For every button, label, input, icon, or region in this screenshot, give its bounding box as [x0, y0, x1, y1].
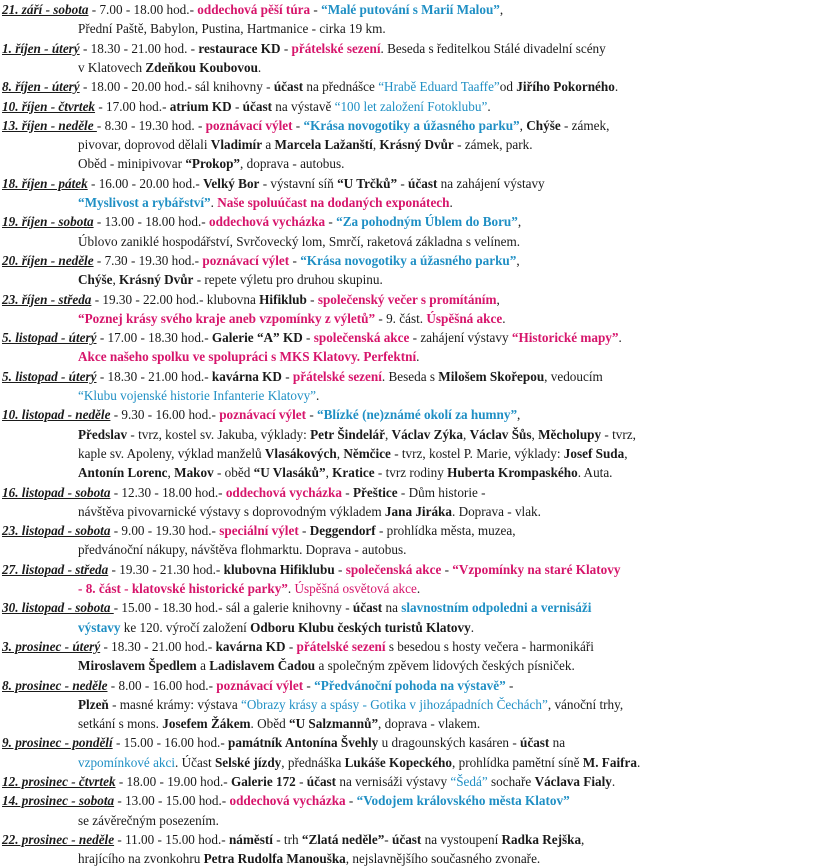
text-segment: - 19.30 - 21.30 hod.-: [108, 561, 224, 577]
text-segment: náměstí: [228, 831, 273, 847]
text-segment: “U Vlasáků”: [253, 465, 326, 481]
text-segment: ,: [499, 2, 504, 17]
text-segment: Ladislavem Čadou: [209, 658, 316, 674]
text-segment: Krásný Dvůr: [119, 272, 194, 288]
text-segment: -: [231, 98, 243, 114]
text-segment: “Blízké (ne)známé okolí za humny”: [317, 407, 518, 423]
text-segment: -: [298, 523, 310, 539]
event-detail-line: [78, 753, 640, 772]
event-line: [2, 637, 594, 656]
text-segment: “U Trčků”: [337, 175, 398, 191]
text-segment: - 12.30 - 18.00 hod.-: [110, 484, 226, 500]
event-date: 18. říjen - pátek: [2, 175, 88, 191]
event-line: [2, 251, 520, 270]
text-segment: .: [257, 59, 262, 75]
text-segment: - oběd: [213, 465, 254, 481]
text-segment: Předslav: [78, 426, 128, 442]
event-detail-line: [78, 270, 383, 289]
event-date: 30. listopad - sobota: [2, 600, 114, 616]
event-date: 21. září - sobota: [2, 2, 89, 17]
text-segment: poznávací výlet: [202, 252, 290, 268]
event-date: 5. listopad - úterý: [2, 368, 97, 384]
text-segment: Plzeň: [78, 696, 109, 712]
text-segment: -: [310, 2, 322, 17]
event-date: 23. říjen - středa: [2, 291, 92, 307]
event-line: [2, 367, 603, 386]
text-segment: ,: [462, 426, 470, 442]
text-segment: Odboru Klubu českých turistů Klatovy: [250, 619, 471, 635]
event-date: 8. prosinec - neděle: [2, 677, 108, 693]
text-segment: účast: [408, 175, 438, 191]
text-segment: -: [384, 831, 392, 847]
text-segment: -: [292, 117, 304, 133]
event-detail-line: [78, 849, 540, 868]
text-segment: . Auta.: [577, 465, 613, 481]
event-date: 14. prosinec - sobota: [2, 793, 115, 809]
text-segment: a: [196, 658, 210, 674]
text-segment: na výstavě: [271, 98, 335, 114]
text-segment: -: [334, 561, 346, 577]
text-segment: - 18.30 - 21.00 hod.-: [100, 638, 216, 654]
text-segment: “Poznej krásy svého kraje aneb vzpomínky z výletů”: [78, 310, 376, 326]
event-detail-line: [78, 579, 420, 598]
text-segment: .: [287, 581, 295, 596]
text-segment: Antonín Lorenc: [78, 465, 168, 481]
text-segment: Krásný Dvůr: [379, 137, 454, 153]
text-segment: ,: [516, 252, 520, 268]
text-segment: - 8.30 - 19.30 hod. -: [96, 117, 206, 133]
text-segment: Václava Fialy: [534, 774, 612, 789]
text-segment: ,: [325, 465, 333, 481]
text-segment: “Předvánoční pohoda na výstavě”: [314, 677, 506, 693]
text-segment: výstavy: [78, 619, 121, 635]
event-date: 9. prosinec - pondělí: [2, 735, 113, 751]
text-segment: účast: [352, 600, 383, 616]
event-date: 13. říjen - neděle: [2, 117, 97, 133]
event-line: [2, 772, 615, 791]
text-segment: - výstavní síň: [259, 175, 338, 191]
text-segment: “Vzpomínky na staré Klatovy: [452, 561, 621, 577]
text-segment: - repete výletu pro druhou skupinu.: [193, 272, 383, 288]
text-segment: - tvrz,: [601, 426, 636, 442]
event-line: [2, 0, 503, 19]
event-detail-line: [78, 232, 520, 251]
text-segment: a: [262, 137, 275, 153]
text-segment: .: [210, 195, 218, 210]
text-segment: , vedoucím: [544, 368, 603, 384]
text-segment: na: [382, 600, 402, 616]
text-segment: . Beseda s: [381, 368, 439, 384]
text-segment: -: [341, 484, 353, 500]
text-segment: Václav Šůs: [469, 426, 532, 442]
event-date: 23. listopad - sobota: [2, 523, 111, 539]
text-segment: - 9.00 - 19.30 hod.-: [110, 523, 220, 539]
text-segment: na vystoupení: [421, 831, 502, 847]
text-segment: se závěrečným posezením.: [78, 812, 219, 828]
event-detail-line: [78, 540, 406, 559]
event-date: 1. říjen - úterý: [2, 40, 80, 56]
text-segment: klubovna Hifiklubu: [223, 561, 335, 577]
text-segment: - 18.00 - 20.00 hod.- sál knihovny -: [79, 79, 274, 95]
event-date: 20. říjen - neděle: [2, 252, 94, 268]
text-segment: .: [618, 330, 622, 346]
text-segment: - 19.30 - 22.00 hod.- klubovna: [91, 291, 260, 307]
event-line: [2, 560, 620, 579]
text-segment: - tvrz, kostel sv. Jakuba, výklady:: [127, 426, 311, 442]
text-segment: “Krása novogotiky a úžasného parku”: [300, 252, 517, 268]
event-detail-line: [78, 444, 628, 463]
text-segment: ,: [581, 831, 585, 847]
text-segment: - 9. část.: [375, 310, 427, 326]
text-segment: - 8.00 - 16.00 hod.-: [107, 677, 217, 693]
text-segment: Jiřího Pokorného: [516, 79, 615, 95]
text-segment: -: [306, 407, 318, 423]
text-segment: , prohlídka pamětní síně: [452, 754, 583, 770]
text-segment: Oběd - minipivovar: [78, 156, 186, 172]
text-segment: -: [280, 40, 292, 56]
event-line: [2, 733, 565, 752]
text-segment: přátelské sezení: [292, 368, 382, 384]
text-segment: ,: [624, 445, 628, 461]
text-segment: účast: [273, 79, 304, 95]
text-segment: “Zlatá neděle”: [301, 831, 385, 847]
text-segment: setkání s mons.: [78, 716, 163, 732]
text-segment: - 15.00 - 16.00 hod.-: [112, 735, 229, 751]
text-segment: ,: [167, 465, 175, 481]
text-segment: Chýše: [78, 272, 113, 288]
text-segment: účast: [306, 774, 337, 789]
text-segment: Hifiklub: [259, 291, 307, 307]
text-segment: ,: [372, 137, 380, 153]
text-segment: -: [285, 638, 297, 654]
text-segment: Kratice: [332, 465, 375, 481]
event-line: [2, 212, 521, 231]
event-line: [2, 521, 516, 540]
event-detail-line: [78, 811, 219, 830]
text-segment: - 16.00 - 20.00 hod.-: [87, 175, 204, 191]
text-segment: ,: [531, 426, 539, 442]
text-segment: “Vodojem královského města Klatov”: [356, 793, 570, 809]
text-segment: Deggendorf: [309, 523, 376, 539]
text-segment: . Oběd: [250, 716, 289, 732]
event-line: [2, 483, 486, 502]
text-segment: na zahájení výstavy: [437, 175, 545, 191]
text-segment: s besedou s hosty večera - harmonikáři: [385, 638, 594, 654]
event-detail-line: [78, 309, 506, 328]
text-segment: ,: [112, 272, 120, 288]
text-segment: sochaře: [487, 774, 535, 789]
text-segment: - 15.00 - 18.30 hod.- sál a galerie knihovny -: [113, 600, 353, 616]
event-detail-line: [78, 425, 636, 444]
event-date: 12. prosinec - čtvrtek: [2, 774, 116, 789]
text-segment: - prohlídka města, muzea,: [375, 523, 516, 539]
text-segment: “Malé putování s Marií Malou”: [321, 2, 500, 17]
text-segment: Lukáše Kopeckého: [344, 754, 452, 770]
text-segment: “Myslivost a rybářství”: [78, 195, 211, 210]
text-segment: .: [416, 581, 421, 596]
text-segment: . Účast: [175, 754, 215, 770]
event-line: [2, 116, 609, 135]
text-segment: oddechová pěší túra: [197, 2, 311, 17]
text-segment: Makov: [174, 465, 214, 481]
event-detail-line: [78, 19, 386, 38]
text-segment: - zámek,: [560, 117, 610, 133]
text-segment: ke 120. výročí založení: [120, 619, 251, 635]
text-segment: kavárna KD: [211, 368, 282, 384]
text-segment: .: [487, 98, 491, 114]
text-segment: vzpomínkové akci: [78, 754, 176, 770]
event-date: 22. prosinec - neděle: [2, 831, 115, 847]
text-segment: restaurace KD: [198, 40, 281, 56]
text-segment: Přeštice: [352, 484, 398, 500]
text-segment: , doprava - autobus.: [240, 156, 345, 172]
event-line: [2, 77, 618, 96]
text-segment: -: [281, 368, 293, 384]
text-segment: , přednáška: [281, 754, 345, 770]
text-segment: .: [470, 619, 474, 635]
text-segment: oddechová vycházka: [208, 214, 326, 230]
text-segment: na přednášce: [303, 79, 379, 95]
text-segment: -: [295, 774, 307, 789]
text-segment: předvánoční nákupy, návštěva flohmarktu. Doprava - autobus.: [78, 542, 407, 558]
text-segment: slavnostním odpoledni a vernisáži: [401, 600, 592, 616]
text-segment: “Krása novogotiky a úžasného parku”: [303, 117, 520, 133]
text-segment: ,: [517, 407, 521, 423]
text-segment: M. Faifra: [582, 754, 637, 770]
text-segment: účast: [520, 735, 550, 751]
text-segment: Marcela Lažanští: [274, 137, 373, 153]
event-date: 16. listopad - sobota: [2, 484, 111, 500]
text-segment: Jana Jiráka: [384, 503, 452, 519]
text-segment: - 8. část - klatovské historické parky”: [78, 581, 288, 596]
text-segment: Zdeňkou Koubovou: [145, 59, 258, 75]
text-segment: Úspěšná osvětová akce: [294, 581, 417, 596]
event-date: 3. prosinec - úterý: [2, 638, 101, 654]
text-segment: .: [416, 349, 420, 365]
text-segment: -: [505, 677, 514, 693]
text-segment: památník Antonína Švehly: [228, 735, 379, 751]
text-segment: - 7.30 - 19.30 hod.-: [93, 252, 203, 268]
text-segment: na vernisáži výstavy: [336, 774, 451, 789]
text-segment: .: [614, 79, 619, 95]
text-segment: - tvrz rodiny: [374, 465, 448, 481]
event-detail-line: [78, 193, 453, 212]
text-segment: .: [611, 774, 616, 789]
text-segment: atrium KD: [169, 98, 232, 114]
text-segment: na: [549, 735, 566, 751]
text-segment: .: [316, 388, 320, 403]
text-segment: -: [441, 561, 453, 577]
event-detail-line: [78, 714, 480, 733]
text-segment: Galerie 172: [230, 774, 296, 789]
text-segment: Naše spoluúčast na dodaných exponátech: [217, 195, 450, 210]
text-segment: - 17.00 hod.-: [95, 98, 170, 114]
text-segment: Radka Rejška: [501, 831, 582, 847]
event-line: [2, 405, 520, 424]
text-segment: - 13.00 - 15.00 hod.-: [114, 793, 230, 809]
text-segment: pivovar, doprovod dělali: [78, 137, 211, 153]
text-segment: od: [499, 79, 517, 95]
event-line: [2, 676, 513, 695]
event-detail-line: [78, 135, 533, 154]
event-date: 5. listopad - úterý: [2, 330, 97, 346]
event-detail-line: [78, 695, 623, 714]
event-line: [2, 39, 606, 58]
text-segment: “Šedá”: [450, 774, 488, 789]
text-segment: v Klatovech: [78, 59, 146, 75]
text-segment: Petr Šindelář: [310, 426, 385, 442]
text-segment: -: [345, 793, 357, 809]
text-segment: - 17.00 - 18.30 hod.-: [96, 330, 212, 346]
text-segment: ,: [384, 426, 392, 442]
event-line: [2, 598, 591, 617]
event-line: [2, 328, 622, 347]
text-segment: poznávací výlet: [216, 677, 304, 693]
text-segment: - 18.30 - 21.00 hod.-: [96, 368, 212, 384]
event-date: 27. listopad - středa: [2, 561, 109, 577]
text-segment: - zahájení výstavy: [409, 330, 512, 346]
text-segment: .: [636, 754, 641, 770]
text-segment: , vánoční trhy,: [547, 696, 624, 712]
event-detail-line: [78, 463, 612, 482]
text-segment: - 18.00 - 19.00 hod.-: [115, 774, 231, 789]
text-segment: Josefem Žákem: [162, 716, 251, 732]
text-segment: účast: [392, 831, 422, 847]
text-segment: Úblovo zaniklé hospodářství, Svrčovecký lom, Smrčí, raketová základna s velínem.: [78, 233, 521, 249]
event-date: 19. říjen - sobota: [2, 214, 94, 230]
text-segment: společenský večer s promítáním: [317, 291, 497, 307]
text-segment: oddechová vycházka: [229, 793, 346, 809]
text-segment: kaple sv. Apoleny, výklad manželů: [78, 445, 265, 461]
text-segment: - 9.30 - 16.00 hod.-: [110, 407, 220, 423]
text-segment: - tvrz, kostel P. Marie, výklady:: [390, 445, 564, 461]
text-segment: oddechová vycházka: [225, 484, 342, 500]
text-segment: poznávací výlet: [219, 407, 307, 423]
event-detail-line: [78, 347, 419, 366]
event-detail-line: [78, 618, 474, 637]
text-segment: a společným zpěvem lidových českých písniček.: [315, 658, 575, 674]
text-segment: “U Salzmannů”: [289, 716, 379, 732]
text-segment: Petra Rudolfa Manouška: [203, 851, 346, 867]
text-segment: -: [303, 677, 315, 693]
text-segment: . Beseda s ředitelkou Stálé divadelní scény: [380, 40, 606, 56]
text-segment: -: [289, 252, 301, 268]
event-line: [2, 830, 584, 849]
text-segment: Přední Paště, Babylon, Pustina, Hartmanice - cirka 19 km.: [78, 21, 386, 37]
text-segment: Milošem Skořepou: [438, 368, 545, 384]
text-segment: . Doprava - vlak.: [451, 503, 541, 519]
event-date: 10. říjen - čtvrtek: [2, 98, 96, 114]
text-segment: “Historické mapy”: [511, 330, 619, 346]
text-segment: - masné krámy: výstava: [108, 696, 241, 712]
text-segment: “Obrazy krásy a spásy - Gotika v jihozápadních Čechách”: [240, 696, 548, 712]
text-segment: Velký Bor: [203, 175, 260, 191]
text-segment: Akce našeho spolku ve spolupráci s MKS Klatovy. Perfektní: [78, 349, 417, 365]
event-date: 8. říjen - úterý: [2, 79, 80, 95]
text-segment: přátelské sezení: [291, 40, 381, 56]
text-segment: Vladimír: [210, 137, 263, 153]
text-segment: - trh: [272, 831, 302, 847]
text-segment: u dragounských kasáren -: [378, 735, 521, 751]
text-segment: ,: [336, 445, 344, 461]
text-segment: Selské jízdy: [214, 754, 282, 770]
text-segment: Úspěšná akce: [426, 310, 503, 326]
text-segment: - 7.00 - 18.00 hod.-: [88, 2, 198, 17]
text-segment: - Dům historie -: [397, 484, 486, 500]
event-date: 10. listopad - neděle: [2, 407, 111, 423]
text-segment: návštěva pivovarnické výstavy s doprovodným výkladem: [78, 503, 385, 519]
text-segment: Němčice: [343, 445, 391, 461]
text-segment: ,: [519, 117, 527, 133]
event-line: [2, 174, 545, 193]
text-segment: .: [502, 310, 506, 326]
text-segment: ,: [517, 214, 522, 230]
text-segment: -: [397, 175, 409, 191]
event-line: [2, 97, 491, 116]
text-segment: společenská akce: [313, 330, 410, 346]
text-segment: Josef Suda: [563, 445, 625, 461]
text-segment: přátelské sezení: [296, 638, 386, 654]
event-detail-line: [78, 502, 541, 521]
text-segment: Huberta Krompaského: [447, 465, 578, 481]
text-segment: společenská akce: [345, 561, 442, 577]
text-segment: “100 let založení Fotoklubu”: [334, 98, 488, 114]
text-segment: , doprava - vlakem.: [378, 716, 481, 732]
event-detail-line: [78, 154, 344, 173]
text-segment: -: [302, 330, 314, 346]
text-segment: Miroslavem Špedlem: [78, 658, 197, 674]
text-segment: kavárna KD: [215, 638, 286, 654]
text-segment: “Klubu vojenské historie Infanterie Klatovy”: [78, 388, 317, 403]
text-segment: hrajícího na zvonkohru: [78, 851, 204, 867]
text-segment: -: [306, 291, 318, 307]
text-segment: Chýše: [526, 117, 561, 133]
event-detail-line: [78, 656, 575, 675]
text-segment: , nejslavnějšího současného zvonaře.: [345, 851, 541, 867]
text-segment: speciální výlet: [219, 523, 299, 539]
text-segment: Václav Zýka: [391, 426, 463, 442]
text-segment: - 18.30 - 21.00 hod. -: [79, 40, 199, 56]
event-line: [2, 290, 500, 309]
text-segment: “Prokop”: [185, 156, 241, 172]
text-segment: poznávací výlet: [205, 117, 293, 133]
text-segment: .: [449, 195, 453, 210]
text-segment: Vlasákových: [264, 445, 337, 461]
text-segment: Měcholupy: [538, 426, 602, 442]
text-segment: -: [325, 214, 337, 230]
text-segment: - 13.00 - 18.00 hod.-: [93, 214, 209, 230]
text-segment: účast: [242, 98, 272, 114]
event-detail-line: [78, 386, 319, 405]
text-segment: - 11.00 - 15.00 hod.-: [114, 831, 229, 847]
event-detail-line: [78, 58, 261, 77]
text-segment: ,: [496, 291, 500, 307]
text-segment: “Hrabě Eduard Taaffe”: [378, 79, 500, 95]
text-segment: Galerie “A” KD: [211, 330, 303, 346]
event-line: [2, 791, 570, 810]
text-segment: - zámek, park.: [453, 137, 533, 153]
text-segment: “Za pohodným Úblem do Boru”: [336, 214, 518, 230]
